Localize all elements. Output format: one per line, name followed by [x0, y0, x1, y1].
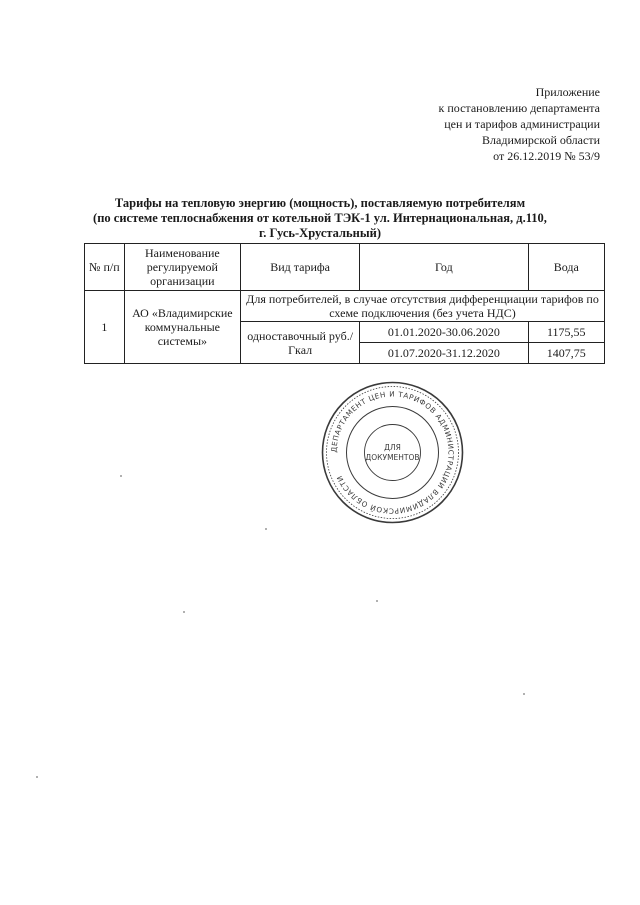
- header-number: № п/п: [85, 244, 125, 291]
- header-tariff-kind: Вид тарифа: [240, 244, 359, 291]
- stamp-ring-text: ДЕПАРТАМЕНТ ЦЕН И ТАРИФОВ АДМИНИСТРАЦИИ ВЛАДИМИРСКОЙ ОБЛАСТИ: [329, 389, 456, 516]
- scan-speck: [120, 475, 122, 477]
- title-line-2: (по системе теплоснабжения от котельной ТЭК-1 ул. Интернациональная, д.110,: [93, 211, 547, 225]
- consumer-note: Для потребителей, в случае отсутствия дифференциации тарифов по схеме подключения (без учета НДС): [240, 291, 604, 322]
- scan-speck: [376, 600, 378, 602]
- appendix-line-4: Владимирской области: [482, 133, 600, 147]
- scan-speck: [183, 611, 185, 613]
- table-header-row: [85, 244, 605, 291]
- stamp-center-line-1: ДЛЯ: [384, 443, 401, 452]
- title-line-3: г. Гусь-Хрустальный): [258, 226, 381, 240]
- appendix-line-2: к постановлению департамента: [438, 101, 600, 115]
- scan-speck: [523, 693, 525, 695]
- header-organization: Наименование регулируемой организации: [124, 244, 240, 291]
- tariff-kind: одноставочный руб./Гкал: [240, 322, 359, 364]
- appendix-line-3: цен и тарифов администрации: [444, 117, 600, 131]
- appendix-line-1: Приложение: [535, 85, 600, 99]
- water-1: 1175,55: [528, 322, 605, 343]
- official-stamp: [320, 380, 465, 525]
- appendix-block: [340, 84, 600, 164]
- appendix-line-5: от 26.12.2019 № 53/9: [493, 149, 600, 163]
- period-2: 01.07.2020-31.12.2020: [360, 343, 528, 364]
- title-line-1: Тарифы на тепловую энергию (мощность), поставляемую потребителям: [114, 196, 526, 210]
- period-1: 01.01.2020-30.06.2020: [360, 322, 528, 343]
- tariff-table: [84, 243, 605, 364]
- row-number: 1: [85, 291, 125, 364]
- scan-speck: [36, 776, 38, 778]
- header-water: Вода: [528, 244, 605, 291]
- organization-name: АО «Владимирские коммунальные системы»: [124, 291, 240, 364]
- scan-speck: [265, 528, 267, 530]
- water-2: 1407,75: [528, 343, 605, 364]
- stamp-center-line-2: ДОКУМЕНТОВ: [365, 453, 420, 462]
- table-row: [85, 291, 605, 322]
- header-year: Год: [360, 244, 528, 291]
- document-title: [40, 196, 600, 241]
